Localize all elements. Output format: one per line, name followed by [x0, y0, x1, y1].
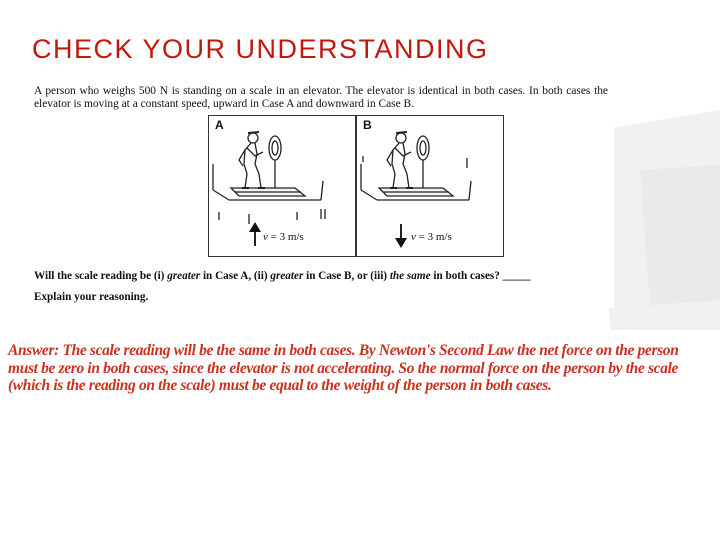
answer-box	[0, 337, 709, 448]
explain-prompt: Explain your reasoning.	[34, 291, 149, 303]
question-text: Will the scale reading be (i) greater in Case A, (ii) greater in Case B, or (iii) the same in both cases? _____	[34, 270, 531, 282]
slide-title: CHECK YOUR UNDERSTANDING	[32, 34, 489, 64]
case-b-velocity: v = 3 m/s	[411, 231, 452, 243]
case-b-label: B	[363, 118, 372, 132]
case-a-label: A	[215, 118, 224, 132]
answer-text: Answer: The scale reading will be the same in both cases. By Newton's Second Law the net force on the person must be zero in both cases, since the elevator is not accelerating. So the normal force on the person by the scale (which is the reading on the scale) must be equal to the weight of the person in both cases.	[8, 342, 679, 394]
case-a-panel	[208, 115, 356, 257]
problem-statement: A person who weighs 500 N is standing on a scale in an elevator. The elevator is identical in both cases. In both cases the elevator is moving at a constant speed, upward in Case A and downward in Case B.	[34, 85, 608, 110]
case-b-panel	[356, 115, 504, 257]
case-a-velocity: v = 3 m/s	[263, 231, 304, 243]
problem-figure	[26, 80, 614, 308]
